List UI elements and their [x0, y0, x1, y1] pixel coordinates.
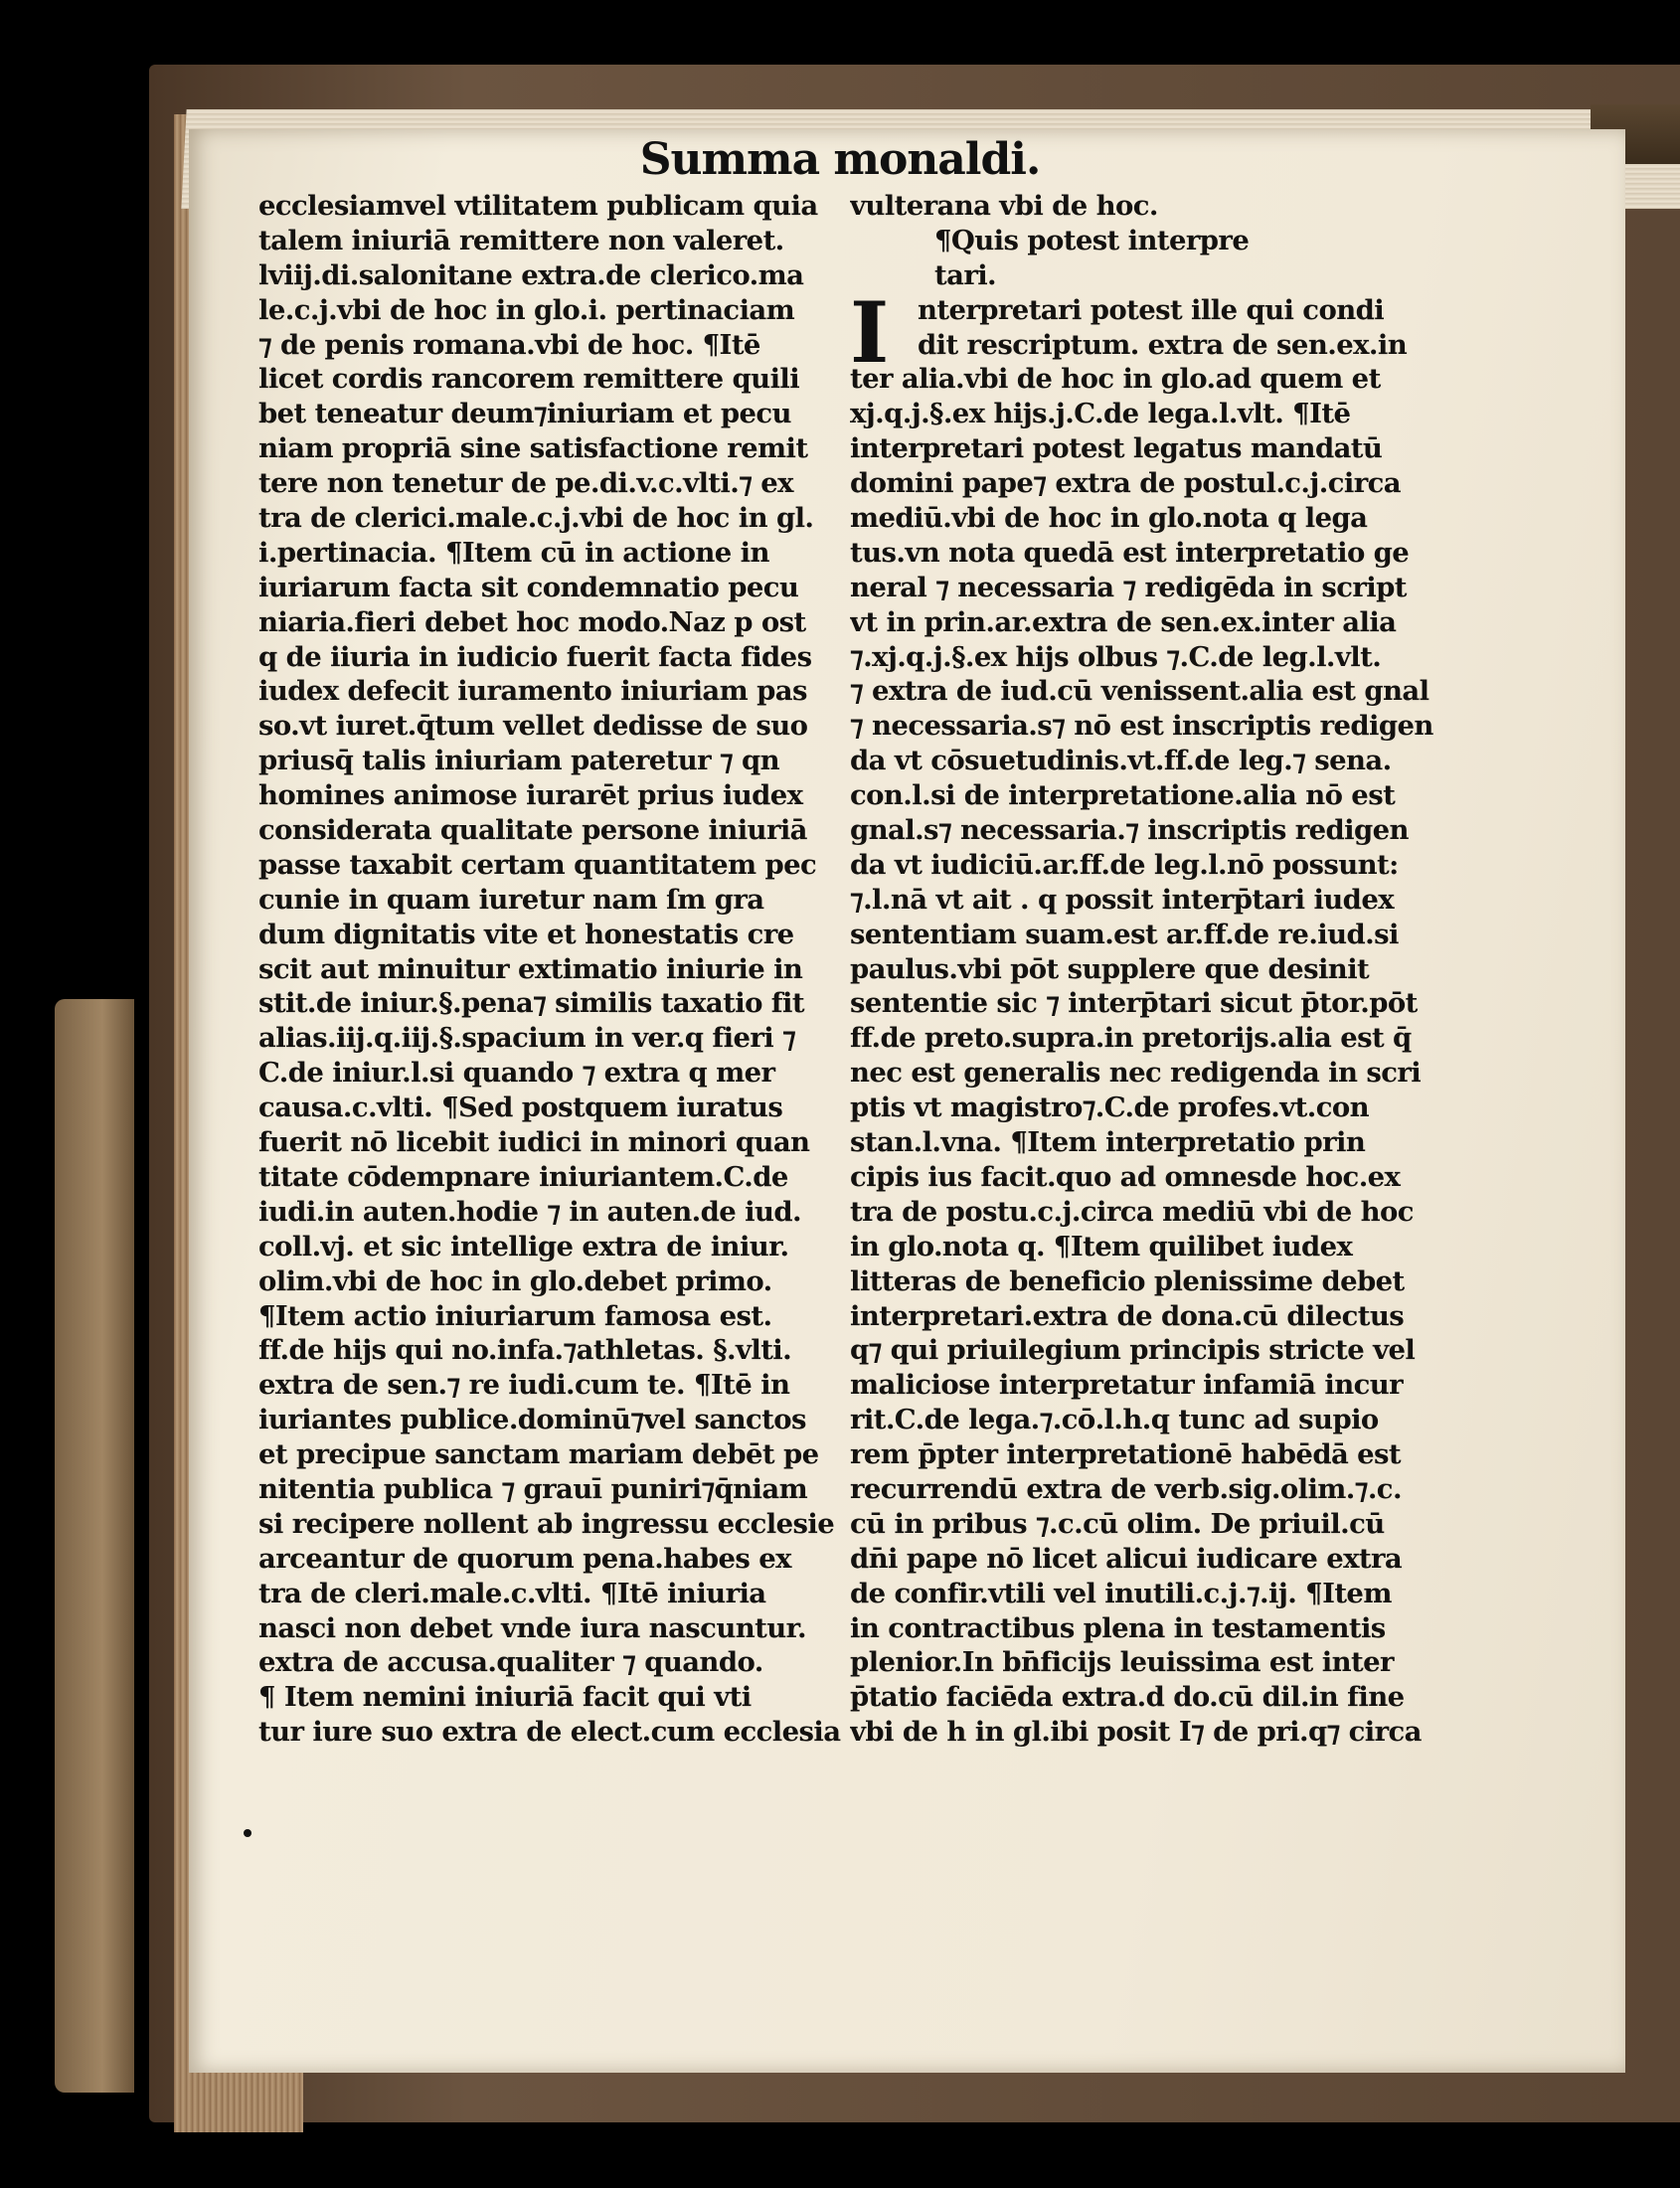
text-line: ecclesiamvel vtilitatem publicam quia	[258, 190, 818, 222]
text-line: ⁊.xj.q.j.§.ex hijs olbus ⁊.C.de leg.l.vlt.	[850, 640, 1382, 673]
text-line: si recipere nollent ab ingressu ecclesie	[258, 1507, 835, 1540]
text-line: dn̄i pape nō licet alicui iudicare extra	[850, 1542, 1403, 1575]
text-line: lviij.di.salonitane extra.de clerico.ma	[258, 258, 804, 291]
text-line: bet teneatur deum⁊iniuriam et pecu	[258, 398, 791, 430]
text-line: priusq̄ talis iniuriam pateretur ⁊ qn	[258, 745, 780, 777]
initial-letter: I	[850, 282, 889, 382]
right-column-top	[850, 189, 1436, 224]
text-line: nterpretari potest ille qui condi	[918, 293, 1385, 326]
text-line: et precipue sanctam mariam debēt pe	[258, 1438, 819, 1471]
text-line: dum dignitatis vite et honestatis cre	[258, 918, 794, 950]
text-line: domini pape⁊ extra de postul.c.j.circa	[850, 467, 1401, 500]
text-line: tus.vn nota quedā est interpretatio ge	[850, 536, 1410, 569]
text-line: licet cordis rancorem remittere quili	[258, 363, 800, 396]
text-line: dit rescriptum. extra de sen.ex.in	[918, 328, 1408, 361]
text-line: paulus.vbi pōt supplere que desinit	[850, 952, 1370, 985]
text-line: so.vt iuret.q̄tum vellet dedisse de suo	[258, 710, 808, 743]
text-line: ⁊ necessaria.s⁊ nō est inscriptis redigen	[850, 710, 1433, 743]
ink-dot	[244, 1829, 252, 1837]
text-line: coll.vj. et sic intellige extra de iniur.	[258, 1230, 789, 1262]
text-line: stan.l.vna. ¶Item interpretatio prin	[850, 1126, 1366, 1159]
text-line: tra de clerici.male.c.j.vbi de hoc in gl.	[258, 502, 814, 535]
text-line: iuriantes publice.dominū⁊vel sanctos	[258, 1404, 806, 1436]
text-line: ff.de hijs qui no.infa.⁊athletas. §.vlti.	[258, 1334, 792, 1367]
text-line: extra de accusa.qualiter ⁊ quando.	[258, 1646, 763, 1679]
text-line: da vt cōsuetudinis.vt.ff.de leg.⁊ sena.	[850, 745, 1392, 777]
text-line: titate cōdempnare iniuriantem.C.de	[258, 1160, 788, 1193]
text-line: olim.vbi de hoc in glo.debet primo.	[258, 1264, 772, 1297]
text-line: ¶Item actio iniuriarum famosa est.	[258, 1299, 772, 1332]
right-column-body	[850, 282, 1436, 1750]
text-line: talem iniuriā remittere non valeret.	[258, 224, 784, 256]
running-title: Summa monaldi.	[639, 134, 1041, 185]
book-spine-edge	[55, 999, 134, 2093]
text-line: de confir.vtili vel inutili.c.j.⁊.ij. ¶Item	[850, 1577, 1392, 1609]
text-line: iudi.in auten.hodie ⁊ in auten.de iud.	[258, 1195, 801, 1228]
text-line: i.pertinacia. ¶Item cū in actione in	[258, 536, 769, 569]
text-line: vbi de h in gl.ibi posit I⁊ de pri.q⁊ circa	[850, 1716, 1422, 1749]
text-line: p̄tatio faciēda extra.d do.cū dil.in fine	[850, 1681, 1405, 1714]
text-line: extra de sen.⁊ re iudi.cum te. ¶Itē in	[258, 1369, 790, 1402]
text-line: iudex defecit iuramento iniuriam pas	[258, 675, 807, 708]
text-line: maliciose interpretatur infamiā incur	[850, 1369, 1404, 1402]
text-line: cipis ius facit.quo ad omnesde hoc.ex	[850, 1160, 1401, 1193]
text-line: mediū.vbi de hoc in glo.nota q lega	[850, 502, 1368, 535]
text-line: ter alia.vbi de hoc in glo.ad quem et	[850, 363, 1381, 396]
text-line: ⁊ extra de iud.cū venissent.alia est gnal	[850, 675, 1429, 708]
text-line: tur iure suo extra de elect.cum ecclesia	[258, 1716, 841, 1749]
text-line: da vt iudiciū.ar.ff.de leg.l.nō possunt:	[850, 848, 1399, 881]
text-line: nitentia publica ⁊ grauī puniri⁊q̄niam	[258, 1472, 808, 1505]
text-line: interpretari potest legatus mandatū	[850, 432, 1383, 465]
text-line: rit.C.de lega.⁊.cō.l.h.q tunc ad supio	[850, 1404, 1379, 1436]
text-line: alias.iij.q.iij.§.spacium in ver.q fieri ⁊	[258, 1022, 796, 1055]
text-line: cū in pribus ⁊.c.cū olim. De priuil.cū	[850, 1507, 1385, 1540]
text-line: tra de postu.c.j.circa mediū vbi de hoc	[850, 1195, 1414, 1228]
text-line: in glo.nota q. ¶Item quilibet iudex	[850, 1230, 1353, 1262]
text-line: litteras de beneficio plenissime debet	[850, 1264, 1405, 1297]
text-line: ⁊.l.nā vt ait . q possit interp̄tari iudex	[850, 883, 1395, 916]
text-line: in contractibus plena in testamentis	[850, 1611, 1386, 1644]
text-line: scit aut minuitur extimatio iniurie in	[258, 952, 803, 985]
text-line: causa.c.vlti. ¶Sed postquem iuratus	[258, 1092, 783, 1124]
right-column	[850, 189, 1436, 1750]
text-line: homines animose iurarēt prius iudex	[258, 779, 803, 812]
text-line: recurrendū extra de verb.sig.olim.⁊.c.	[850, 1472, 1402, 1505]
text-line: sententie sic ⁊ interp̄tari sicut p̄tor.pōt	[850, 987, 1418, 1020]
text-line: cunie in quam iuretur nam ſm gra	[258, 883, 764, 916]
text-line: arceantur de quorum pena.habes ex	[258, 1542, 791, 1575]
text-line: neral ⁊ necessaria ⁊ redigēda in script	[850, 571, 1407, 603]
text-line: vt in prin.ar.extra de sen.ex.inter alia	[850, 605, 1397, 638]
text-line: iuriarum facta sit condemnatio pecu	[258, 571, 799, 603]
text-line: rem p̄pter interpretationē habēdā est	[850, 1438, 1402, 1471]
text-line: q⁊ qui priuilegium principis stricte vel	[850, 1334, 1416, 1367]
text-line: xj.q.j.§.ex hijs.j.C.de lega.l.vlt. ¶Itē	[850, 398, 1351, 430]
text-line: ff.de preto.supra.in pretorijs.alia est q̄	[850, 1022, 1412, 1055]
left-column	[258, 189, 845, 1750]
text-line: ⁊ de penis romana.vbi de hoc. ¶Itē	[258, 328, 760, 361]
text-line: interpretari.extra de dona.cū dilectus	[850, 1299, 1405, 1332]
text-line: stit.de iniur.§.pena⁊ similis taxatio fit	[258, 987, 804, 1020]
text-line: vulterana vbi de hoc.	[850, 190, 1158, 222]
text-line: niaria.fieri debet hoc modo.Naz p ost	[258, 605, 806, 638]
heading-line: ¶Quis potest interpre	[934, 224, 1250, 256]
text-line: fuerit nō licebit iudici in minori quan	[258, 1126, 810, 1159]
text-line: sententiam suam.est ar.ff.de re.iud.si	[850, 918, 1399, 950]
text-line: nec est generalis nec redigenda in scri	[850, 1057, 1422, 1090]
heading-line: tari.	[934, 258, 997, 291]
text-line: tra de cleri.male.c.vlti. ¶Itē iniuria	[258, 1577, 766, 1609]
text-line: q de iiuria in iudicio fuerit facta fides	[258, 640, 812, 673]
text-line: passe taxabit certam quantitatem pec	[258, 848, 817, 881]
text-line: considerata qualitate persone iniuriā	[258, 814, 807, 847]
text-line: tere non tenetur de pe.di.v.c.vlti.⁊ ex	[258, 467, 793, 500]
text-line: gnal.s⁊ necessaria.⁊ inscriptis redigen	[850, 814, 1409, 847]
text-line: nasci non debet vnde iura nascuntur.	[258, 1611, 806, 1644]
text-line: C.de iniur.l.si quando ⁊ extra q mer	[258, 1057, 775, 1090]
text-line: plenior.In bn̄ficijs leuissima est inter	[850, 1646, 1394, 1679]
text-line: le.c.j.vbi de hoc in glo.i. pertinaciam	[258, 293, 795, 326]
text-line: ¶ Item nemini iniuriā facit qui vti	[258, 1681, 752, 1714]
text-line: con.l.si de interpretatione.alia nō est	[850, 779, 1396, 812]
text-line: niam propriā sine satisfactione remit	[258, 432, 808, 465]
text-line: ptis vt magistro⁊.C.de profes.vt.con	[850, 1092, 1369, 1124]
section-heading	[850, 224, 1436, 293]
